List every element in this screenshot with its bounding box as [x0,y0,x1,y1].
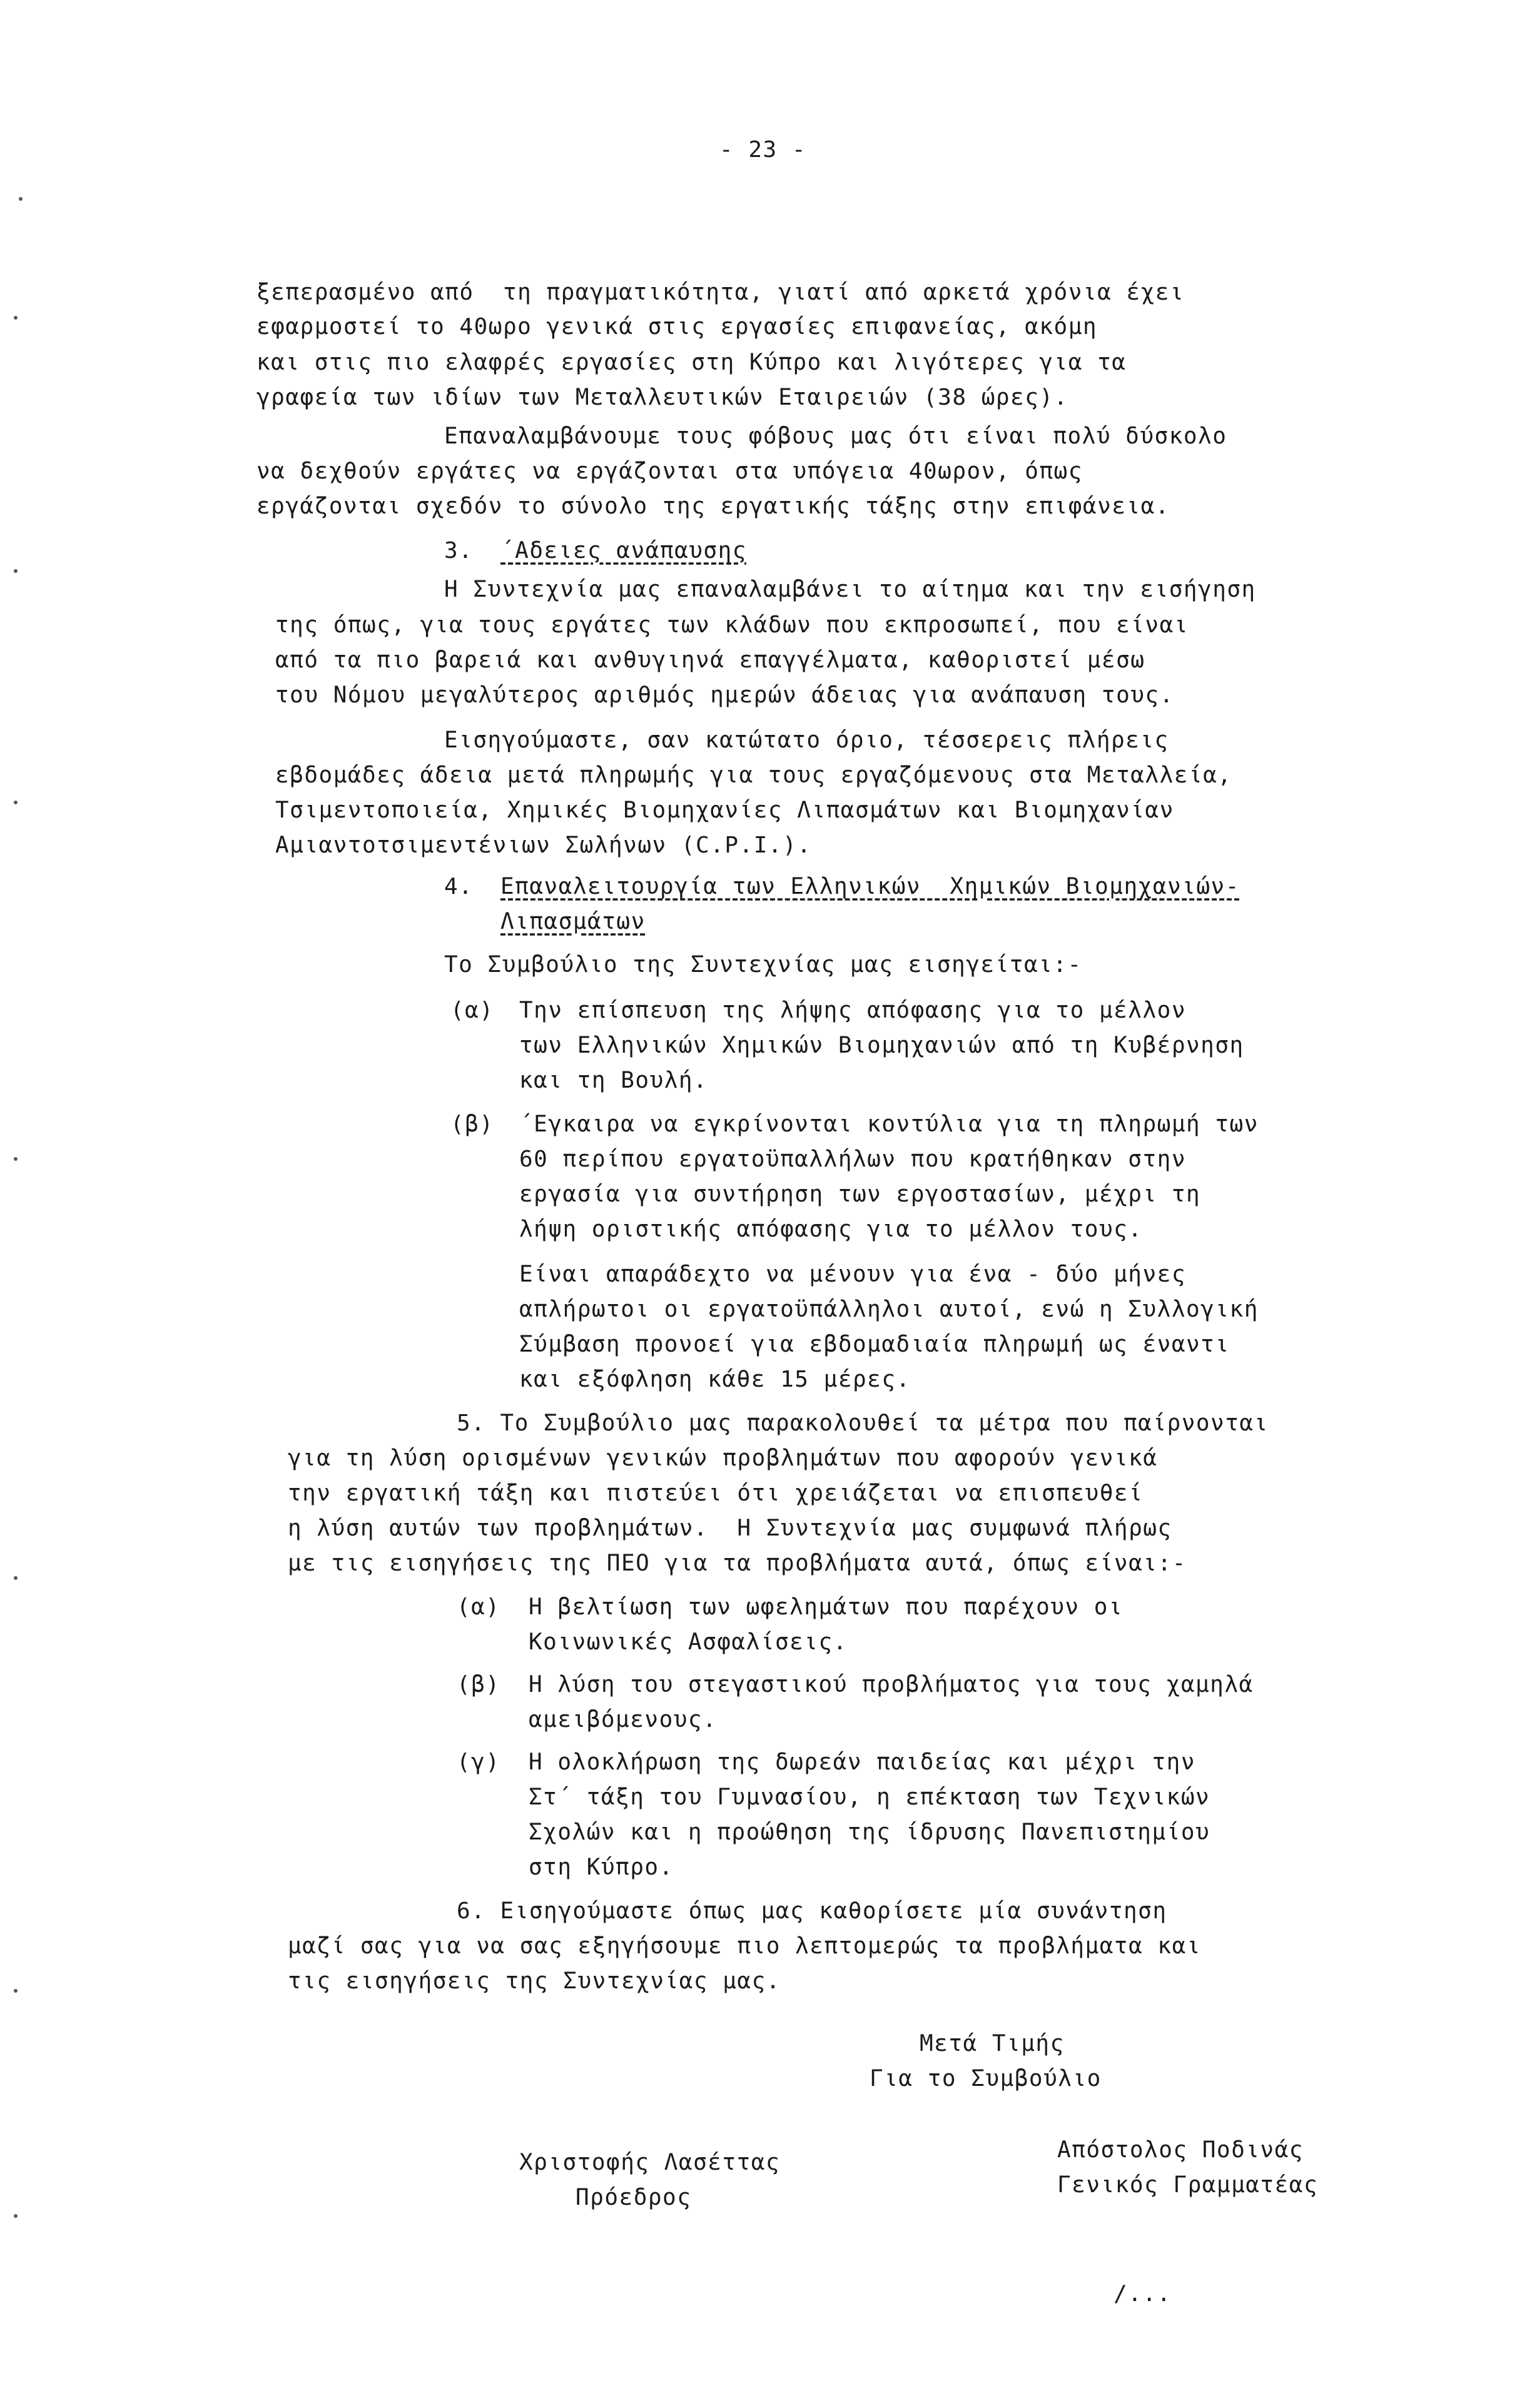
intro-line-2: εφαρμοστεί το 40ωρο γενικά στις εργασίες επιφανείας, ακόμη [256,314,1098,340]
s4-a-line-2: των Ελληνικών Χημικών Βιομηχανιών από τη Κυβέρνηση [519,1033,1244,1058]
scan-speck [14,801,18,804]
section-4-intro: Το Συμβούλιο της Συντεχνίας μας εισηγείται:- [444,952,1082,978]
intro-line-3: και στις πιο ελαφρές εργασίες στη Κύπρο και λιγότερες για τα [256,350,1127,375]
section-4-title-line-2: Λιπασμάτων [500,909,646,934]
s5-a-line-2: Κοινωνικές Ασφαλίσεις. [529,1629,848,1655]
page-number: - 23 - [719,137,807,163]
s5-c-label: (γ) [457,1749,500,1775]
s3-p2-line-3: Τσιμεντοποιεία, Χημικές Βιομηχανίες Λιπασμάτων και Βιομηχανίαν [275,797,1174,823]
closing-line-2: Για το Συμβούλιο [870,2066,1102,2092]
scan-speck [14,569,18,573]
s5-b-line-1: Η λύση του στεγαστικού προβλήματος για τους χαμηλά [529,1672,1254,1697]
s4-b2-line-4: και εξόφληση κάθε 15 μέρες. [519,1367,911,1392]
s4-b-label: (β) [450,1111,494,1137]
intro-line-1: ξεπερασμένο από τη πραγματικότητα, γιατί από αρκετά χρόνια έχει [256,280,1185,305]
s5-c-line-1: Η ολοκλήρωση της δωρεάν παιδείας και μέχρι την [529,1749,1195,1775]
s4-b-line-1: ΄Εγκαιρα να εγκρίνονται κοντύλια για τη πληρωμή των [519,1111,1259,1137]
s6-line-1: 6. Εισηγούμαστε όπως μας καθορίσετε μία συνάντηση [457,1898,1167,1924]
section-3-title: ΄Αδειες ανάπαυσης [500,538,747,564]
s3-p2-line-2: εβδομάδες άδεια μετά πληρωμής για τους εργαζόμενους στα Μεταλλεία, [275,762,1232,788]
repeat-line-1: Επαναλαμβάνουμε τους φόβους μας ότι είναι πολύ δύσκολο [444,423,1227,449]
scan-speck [14,1989,18,1993]
continuation-mark: /... [1114,2281,1172,2307]
s3-p1-line-3: από τα πιο βαρειά και ανθυγιηνά επαγγέλματα, καθοριστεί μέσω [275,647,1145,673]
s5-line-3: την εργατική τάξη και πιστεύει ότι χρειάζεται να επισπευθεί [288,1480,1144,1506]
section-4-number: 4. [444,874,474,899]
section-3-number: 3. [444,538,474,564]
scan-speck [14,2214,18,2218]
s5-line-1: 5. Το Συμβούλιο μας παρακολουθεί τα μέτρα που παίρνονται [457,1410,1269,1436]
s4-b2-line-3: Σύμβαση προνοεί για εβδομαδιαία πληρωμή ως έναντι [519,1332,1230,1357]
s4-a-line-1: Την επίσπευση της λήψης απόφασης για το μέλλον [519,998,1186,1023]
s5-b-line-2: αμειβόμενους. [529,1707,718,1733]
s3-p1-line-4: του Νόμου μεγαλύτερος αριθμός ημερών άδειας για ανάπαυση τους. [275,682,1174,708]
s3-p2-line-4: Αμιαντοτσιμεντένιων Σωλήνων (C.P.I.). [275,832,812,858]
s5-a-label: (α) [457,1594,500,1620]
s5-c-line-4: στη Κύπρο. [529,1854,674,1880]
signatory-1-name: Χριστοφής Λασέττας [519,2150,781,2175]
s4-b-line-3: εργασία για συντήρηση των εργοστασίων, μέχρι τη [519,1181,1201,1207]
s5-a-line-1: Η βελτίωση των ωφελημάτων που παρέχουν οι [529,1594,1124,1620]
section-4-title-line-1: Επαναλειτουργία των Ελληνικών Χημικών Βιομηχανιών- [500,874,1240,899]
scan-speck [14,316,18,320]
s4-b2-line-2: απλήρωτοι οι εργατοϋπάλληλοι αυτοί, ενώ η Συλλογική [519,1297,1259,1322]
s4-b2-line-1: Είναι απαράδεχτο να μένουν για ένα - δύο μήνες [519,1262,1186,1287]
s5-line-5: με τις εισηγήσεις της ΠΕΟ για τα προβλήματα αυτά, όπως είναι:- [288,1551,1187,1576]
repeat-line-2: να δεχθούν εργάτες να εργάζονται στα υπόγεια 40ωρον, όπως [256,458,1083,484]
s3-p1-line-2: της όπως, για τους εργάτες των κλάδων που εκπροσωπεί, που είναι [275,612,1189,638]
repeat-line-3: εργάζονται σχεδόν το σύνολο της εργατικής τάξης στην επιφάνεια. [256,493,1170,519]
s5-line-2: για τη λύση ορισμένων γενικών προβλημάτων που αφορούν γενικά [288,1445,1158,1471]
s6-line-3: τις εισηγήσεις της Συντεχνίας μας. [288,1968,781,1994]
s4-a-line-3: και τη Βουλή. [519,1068,708,1093]
signatory-1-title: Πρόεδρος [576,2185,692,2210]
s4-b-line-2: 60 περίπου εργατοϋπαλλήλων που κρατήθηκαν στην [519,1146,1186,1172]
s5-c-line-2: Στ΄ τάξη του Γυμνασίου, η επέκταση των Τεχνικών [529,1784,1210,1810]
s3-p1-line-1: Η Συντεχνία μας επαναλαμβάνει το αίτημα και την εισήγηση [444,577,1256,602]
intro-line-4: γραφεία των ιδίων των Μεταλλευτικών Εταιρειών (38 ώρες). [256,385,1068,410]
s5-c-line-3: Σχολών και η προώθηση της ίδρυσης Πανεπιστημίου [529,1819,1210,1845]
s4-b-line-4: λήψη οριστικής απόφασης για το μέλλον τους. [519,1217,1143,1242]
s3-p2-line-1: Εισηγούμαστε, σαν κατώτατο όριο, τέσσερεις πλήρεις [444,727,1169,753]
signatory-2-title: Γενικός Γραμματέας [1057,2172,1319,2198]
signatory-2-name: Απόστολος Ποδινάς [1057,2137,1304,2163]
scan-speck [14,1157,18,1161]
scan-speck [14,1576,18,1580]
closing-line-1: Μετά Τιμής [920,2031,1065,2056]
s6-line-2: μαζί σας για να σας εξηγήσουμε πιο λεπτομερώς τα προβλήματα και [288,1933,1201,1959]
s4-a-label: (α) [450,998,494,1023]
s5-line-4: η λύση αυτών των προβλημάτων. Η Συντεχνία μας συμφωνά πλήρως [288,1515,1172,1541]
s5-b-label: (β) [457,1672,500,1697]
scan-speck [19,197,23,201]
